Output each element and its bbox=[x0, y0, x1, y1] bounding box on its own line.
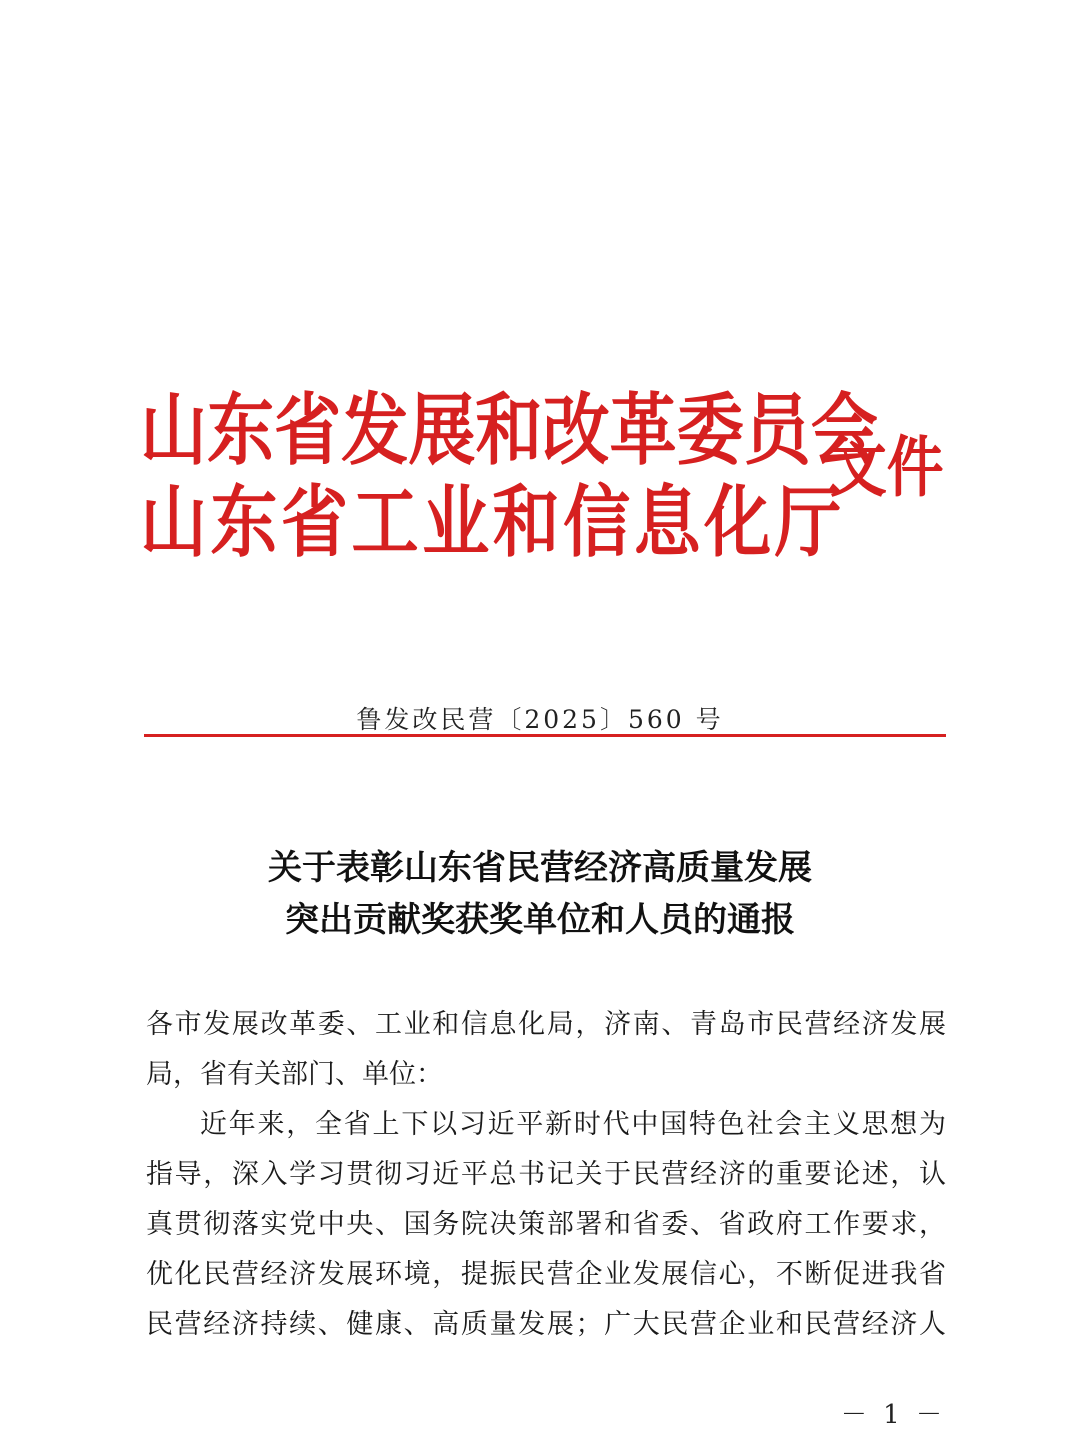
red-divider-line bbox=[144, 734, 946, 737]
body-line-addressees-2: 局，省有关部门、单位： bbox=[146, 1059, 443, 1090]
page-number: － 1 － bbox=[840, 1400, 946, 1430]
document-body bbox=[146, 1000, 946, 1350]
body-line-addressees-1: 各市发展改革委、工业和信息化局，济南、青岛市民营经济发展 bbox=[146, 1009, 946, 1040]
title-line-2: 突出贡献奖获奖单位和人员的通报 bbox=[285, 900, 795, 940]
body-line: 指导，深入学习贯彻习近平总书记关于民营经济的重要论述，认 bbox=[146, 1159, 946, 1190]
issuing-authority-header bbox=[140, 385, 960, 568]
body-line-paragraph-start: 近年来，全省上下以习近平新时代中国特色社会主义思想为 bbox=[200, 1109, 946, 1140]
header-authority-1: 山东省发展和改革委员会 bbox=[140, 385, 878, 476]
title-line-1: 关于表彰山东省民营经济高质量发展 bbox=[268, 848, 812, 888]
body-line: 真贯彻落实党中央、国务院决策部署和省委、省政府工作要求， bbox=[146, 1209, 946, 1240]
document-number: 鲁发改民营〔2025〕560 号 bbox=[356, 705, 724, 734]
body-line: 优化民营经济发展环境，提振民营企业发展信心，不断促进我省 bbox=[146, 1259, 946, 1290]
header-document-label: 文件 bbox=[830, 428, 944, 506]
header-authority-2: 山东省工业和信息化厅 bbox=[140, 477, 846, 568]
body-line: 民营经济持续、健康、高质量发展；广大民营企业和民营经济人 bbox=[146, 1309, 946, 1340]
document-title bbox=[0, 842, 1080, 946]
